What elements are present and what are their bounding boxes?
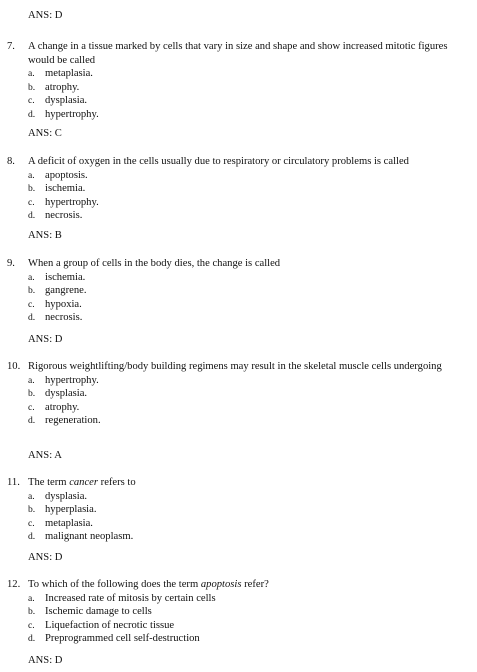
option-letter: b. [28,183,36,194]
option-text: regeneration. [45,415,101,426]
option-b [28,503,469,517]
option-d [28,108,469,122]
answer-12: ANS: D [28,655,63,666]
option-text: Preprogrammed cell self-destruction [45,633,200,644]
option-letter: b. [28,504,36,515]
question-number: 7. [7,41,15,52]
option-letter: a. [28,271,35,283]
answer-prev: ANS: D [28,10,63,21]
question-term: apoptosis [200,579,242,590]
question-text-part: refers to [98,477,136,488]
question-8 [7,155,469,223]
option-list [28,67,469,121]
option-text: dysplasia. [45,95,88,106]
option-text: hyperplasia. [45,504,97,515]
option-text: dysplasia. [45,388,88,399]
option-a [28,374,469,388]
option-letter: a. [28,169,35,181]
option-text: Liquefaction of necrotic tissue [45,619,175,631]
question-number: 10. [7,361,21,372]
option-letter: d. [28,531,36,542]
option-letter: a. [28,374,35,386]
option-letter: a. [28,592,35,604]
option-list [28,490,469,544]
option-d [28,311,469,325]
option-text: Increased rate of mitosis by certain cells [45,592,216,604]
question-number: 11. [7,477,20,488]
option-letter: d. [28,108,36,120]
question-number: 8. [7,156,15,167]
option-d [28,209,469,223]
question-text-part: The term [28,477,70,488]
option-c [28,619,469,633]
question-9 [7,257,469,325]
question-number: 12. [7,579,21,590]
answer-7: ANS: C [28,128,62,139]
option-letter: c. [28,401,35,413]
answer-8: ANS: B [28,230,62,241]
option-text: atrophy. [45,81,80,93]
option-letter: c. [28,95,35,106]
option-text: ischemia. [45,271,86,283]
option-text: hypertrophy. [45,108,99,120]
option-letter: c. [28,619,35,631]
option-text: malignant neoplasm. [45,531,134,542]
option-list [28,374,469,428]
option-b [28,182,469,196]
question-text [28,476,469,490]
option-b [28,605,469,619]
option-letter: b. [28,285,36,296]
option-a [28,67,469,81]
option-text: metaplasia. [45,517,93,529]
option-text: necrosis. [45,210,83,221]
question-7 [7,40,469,121]
option-d [28,632,469,646]
option-d [28,530,469,544]
question-11 [7,476,469,544]
option-letter: d. [28,415,36,426]
option-text: hypertrophy. [45,196,99,208]
option-letter: c. [28,298,35,310]
question-text: When a group of cells in the body dies, the change is called [28,258,281,269]
option-letter: d. [28,312,36,323]
option-a [28,592,469,606]
question-text: A deficit of oxygen in the cells usually due to respiratory or circulatory problems is called [28,156,409,167]
option-letter: c. [28,196,35,208]
option-text: gangrene. [45,285,87,296]
option-list [28,271,469,325]
option-b [28,387,469,401]
option-b [28,81,469,95]
question-10 [7,360,469,428]
question-text-part: refer? [241,579,269,590]
option-list [28,592,469,646]
question-term: cancer [69,477,99,488]
option-text: dysplasia. [45,490,88,502]
option-letter: c. [28,517,35,529]
answer-9: ANS: D [28,334,63,345]
question-number: 9. [7,258,15,269]
option-d [28,414,469,428]
option-b [28,284,469,298]
option-text: metaplasia. [45,68,93,79]
question-text-part: To which of the following does the term [28,579,201,590]
option-a [28,169,469,183]
option-a [28,271,469,285]
option-letter: a. [28,68,35,79]
option-letter: d. [28,210,36,221]
option-text: Ischemic damage to cells [45,606,152,617]
option-text: hypoxia. [45,298,82,310]
option-c [28,196,469,210]
option-letter: b. [28,388,36,399]
option-text: apoptosis. [45,169,88,181]
option-c [28,401,469,415]
answer-11: ANS: D [28,552,63,563]
option-letter: b. [28,81,36,93]
option-c [28,94,469,108]
option-letter: d. [28,633,36,644]
option-letter: b. [28,606,36,617]
question-12 [7,578,469,646]
question-text: Rigorous weightlifting/body building regimens may result in the skeletal muscle cells undergoing [28,361,442,372]
option-letter: a. [28,490,35,502]
option-a [28,490,469,504]
option-text: hypertrophy. [45,374,99,386]
option-list [28,169,469,223]
option-text: atrophy. [45,401,80,413]
question-text [28,578,469,592]
option-text: necrosis. [45,312,83,323]
option-text: ischemia. [45,183,86,194]
option-c [28,517,469,531]
question-text: A change in a tissue marked by cells that vary in size and shape and show increased mitotic figures would be called [28,41,448,66]
option-c [28,298,469,312]
answer-10: ANS: A [28,450,62,461]
